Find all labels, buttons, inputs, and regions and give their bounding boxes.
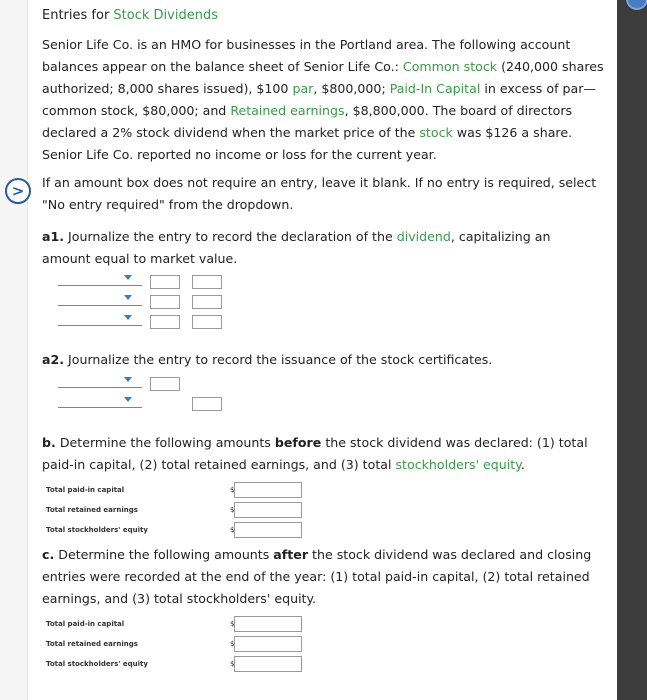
currency-symbol: $ <box>230 506 235 514</box>
chevron-down-icon <box>124 295 132 300</box>
right-scroll-panel[interactable] <box>617 0 647 700</box>
chevron-down-icon <box>124 275 132 280</box>
a1-credit-input-1[interactable] <box>192 275 222 289</box>
c-total-stockholders-equity-input[interactable] <box>234 656 302 672</box>
chevron-down-icon <box>124 315 132 320</box>
currency-symbol: $ <box>230 526 235 534</box>
a2-debit-input-1[interactable] <box>150 377 180 391</box>
question-c: c. Determine the following amounts after the stock dividend was declared and closing entries were recorded at the end of the year: (1) total paid-in capital, (2) total retained earnings, and (3) total stockholders' equity. <box>42 547 592 606</box>
b-row-label: Total paid-in capital <box>46 486 125 494</box>
dividend-link[interactable]: dividend <box>396 229 451 244</box>
b-total-paid-in-capital-input[interactable] <box>234 482 302 498</box>
c-row-label: Total stockholders' equity <box>46 660 148 668</box>
b-row-label: Total stockholders' equity <box>46 526 148 534</box>
help-badge-icon[interactable] <box>626 0 647 10</box>
c-total-paid-in-capital-input[interactable] <box>234 616 302 632</box>
a1-account-dropdown-2[interactable] <box>58 292 142 306</box>
b-total-retained-earnings-input[interactable] <box>234 502 302 518</box>
currency-symbol: $ <box>230 640 235 648</box>
expand-arrow-button[interactable]: > <box>5 178 31 204</box>
a1-debit-input-3[interactable] <box>150 315 180 329</box>
question-a2: a2. Journalize the entry to record the issuance of the stock certificates. <box>42 352 493 367</box>
stock-dividends-link[interactable]: Stock Dividends <box>113 8 218 23</box>
retained-earnings-link[interactable]: Retained earnings <box>230 103 345 118</box>
problem-statement: Senior Life Co. is an HMO for businesses in the Portland area. The following account balances appear on the balance sheet of Senior Life Co.: Common stock (240,000 shares authorized; 8,000 shares issued), $100 par, $800,000; Paid-In Capital in excess of par—common stock, $80,000; and Retained earnings, $8,800,000. The board of directors declared a 2% stock dividend when the market price of the stock was $126 a share. Senior Life Co. reported no income or loss for the current year. <box>42 37 604 162</box>
problem-page <box>28 0 617 700</box>
a2-account-dropdown-2[interactable] <box>58 394 142 408</box>
paid-in-capital-link[interactable]: Paid-In Capital <box>389 81 481 96</box>
a1-account-dropdown-3[interactable] <box>58 312 142 326</box>
c-total-retained-earnings-input[interactable] <box>234 636 302 652</box>
page-title: Entries for Stock Dividends <box>42 8 218 23</box>
stock-link[interactable]: stock <box>419 125 453 140</box>
left-gutter <box>0 0 28 700</box>
chevron-down-icon <box>124 397 132 402</box>
a1-credit-input-2[interactable] <box>192 295 222 309</box>
a1-debit-input-2[interactable] <box>150 295 180 309</box>
instruction-text: If an amount box does not require an entry, leave it blank. If no entry is required, select "No entry required" from the dropdown. <box>42 175 597 212</box>
a1-account-dropdown-1[interactable] <box>58 272 142 286</box>
a1-credit-input-3[interactable] <box>192 315 222 329</box>
common-stock-link[interactable]: Common stock <box>402 59 498 74</box>
currency-symbol: $ <box>230 486 235 494</box>
a1-debit-input-1[interactable] <box>150 275 180 289</box>
a2-credit-input-2[interactable] <box>192 397 222 411</box>
c-row-label: Total retained earnings <box>46 640 138 648</box>
chevron-down-icon <box>124 377 132 382</box>
b-total-stockholders-equity-input[interactable] <box>234 522 302 538</box>
currency-symbol: $ <box>230 660 235 668</box>
question-a1: a1. Journalize the entry to record the declaration of the dividend, capitalizing an amount equal to market value. <box>42 229 551 266</box>
c-row-label: Total paid-in capital <box>46 620 125 628</box>
stockholders-equity-link[interactable]: stockholders' equity <box>395 457 521 472</box>
b-row-label: Total retained earnings <box>46 506 138 514</box>
question-b: b. Determine the following amounts before the stock dividend was declared: (1) total paid-in capital, (2) total retained earnings, and (3) total stockholders' equity. <box>42 435 588 472</box>
par-link[interactable]: par <box>292 81 314 96</box>
a2-account-dropdown-1[interactable] <box>58 374 142 388</box>
currency-symbol: $ <box>230 620 235 628</box>
